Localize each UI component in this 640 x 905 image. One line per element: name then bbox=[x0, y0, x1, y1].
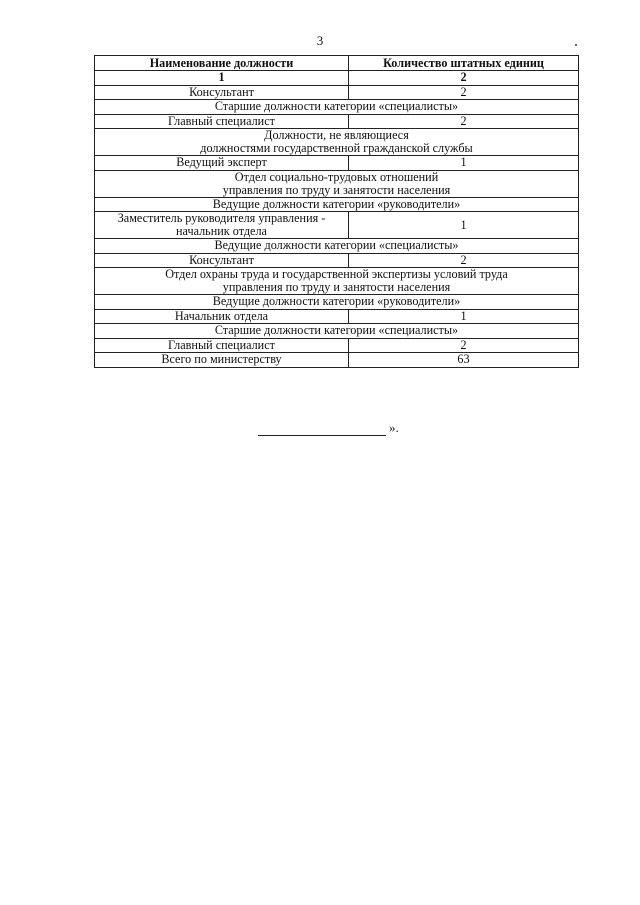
table-row bbox=[95, 309, 579, 324]
table-section-row bbox=[95, 295, 579, 310]
position-name-cell: Главный специалист bbox=[95, 114, 349, 129]
staff-count-cell: 2 bbox=[349, 85, 579, 100]
table-section-row bbox=[95, 239, 579, 254]
table-row bbox=[95, 253, 579, 268]
table-row bbox=[95, 353, 579, 368]
table-section-row bbox=[95, 100, 579, 115]
section-heading: Старшие должности категории «специалисты» bbox=[95, 100, 579, 115]
position-name-cell: Консультант bbox=[95, 85, 349, 100]
page-number: 3 bbox=[316, 33, 324, 48]
staff-count-cell: 1 bbox=[349, 156, 579, 171]
section-heading: Отдел охраны труда и государственной экспертизы условий труда управления по труду и занятости населения bbox=[95, 268, 579, 295]
section-heading: Отдел социально-трудовых отношений управления по труду и занятости населения bbox=[95, 170, 579, 197]
table-section-row bbox=[95, 129, 579, 156]
table-section-row bbox=[95, 324, 579, 339]
section-heading: Ведущие должности категории «специалисты» bbox=[95, 239, 579, 254]
staff-count-cell: 2 bbox=[349, 253, 579, 268]
table-row bbox=[95, 338, 579, 353]
table-section-row bbox=[95, 170, 579, 197]
table-header-row bbox=[95, 56, 579, 71]
position-name-cell: Консультант bbox=[95, 253, 349, 268]
blank-underline bbox=[258, 422, 386, 436]
table-row bbox=[95, 114, 579, 129]
staff-count-cell: 1 bbox=[349, 212, 579, 239]
table-row bbox=[95, 156, 579, 171]
column-number-2: 2 bbox=[349, 71, 579, 86]
column-number-1: 1 bbox=[95, 71, 349, 86]
position-name-cell: Главный специалист bbox=[95, 338, 349, 353]
position-name-cell: Заместитель руководителя управления - начальник отдела bbox=[95, 212, 349, 239]
table-body bbox=[95, 85, 579, 367]
closing-quote: ». bbox=[389, 420, 399, 435]
staff-count-cell: 1 bbox=[349, 309, 579, 324]
scan-speck bbox=[575, 44, 577, 46]
table-section-row bbox=[95, 268, 579, 295]
staff-count-cell: 2 bbox=[349, 114, 579, 129]
staff-count-cell: 63 bbox=[349, 353, 579, 368]
position-name-cell: Всего по министерству bbox=[95, 353, 349, 368]
table-row bbox=[95, 212, 579, 239]
position-name-cell: Ведущий эксперт bbox=[95, 156, 349, 171]
staffing-table bbox=[94, 55, 579, 368]
position-name-cell: Начальник отдела bbox=[95, 309, 349, 324]
section-heading: Ведущие должности категории «руководители» bbox=[95, 197, 579, 212]
table-section-row bbox=[95, 197, 579, 212]
header-staff-count: Количество штатных единиц bbox=[349, 56, 579, 71]
section-heading: Старшие должности категории «специалисты» bbox=[95, 324, 579, 339]
column-number-row bbox=[95, 71, 579, 86]
section-heading: Должности, не являющиеся должностями государственной гражданской службы bbox=[95, 129, 579, 156]
closing-line bbox=[258, 420, 399, 436]
staff-count-cell: 2 bbox=[349, 338, 579, 353]
table-row bbox=[95, 85, 579, 100]
header-position-name: Наименование должности bbox=[95, 56, 349, 71]
section-heading: Ведущие должности категории «руководители» bbox=[95, 295, 579, 310]
